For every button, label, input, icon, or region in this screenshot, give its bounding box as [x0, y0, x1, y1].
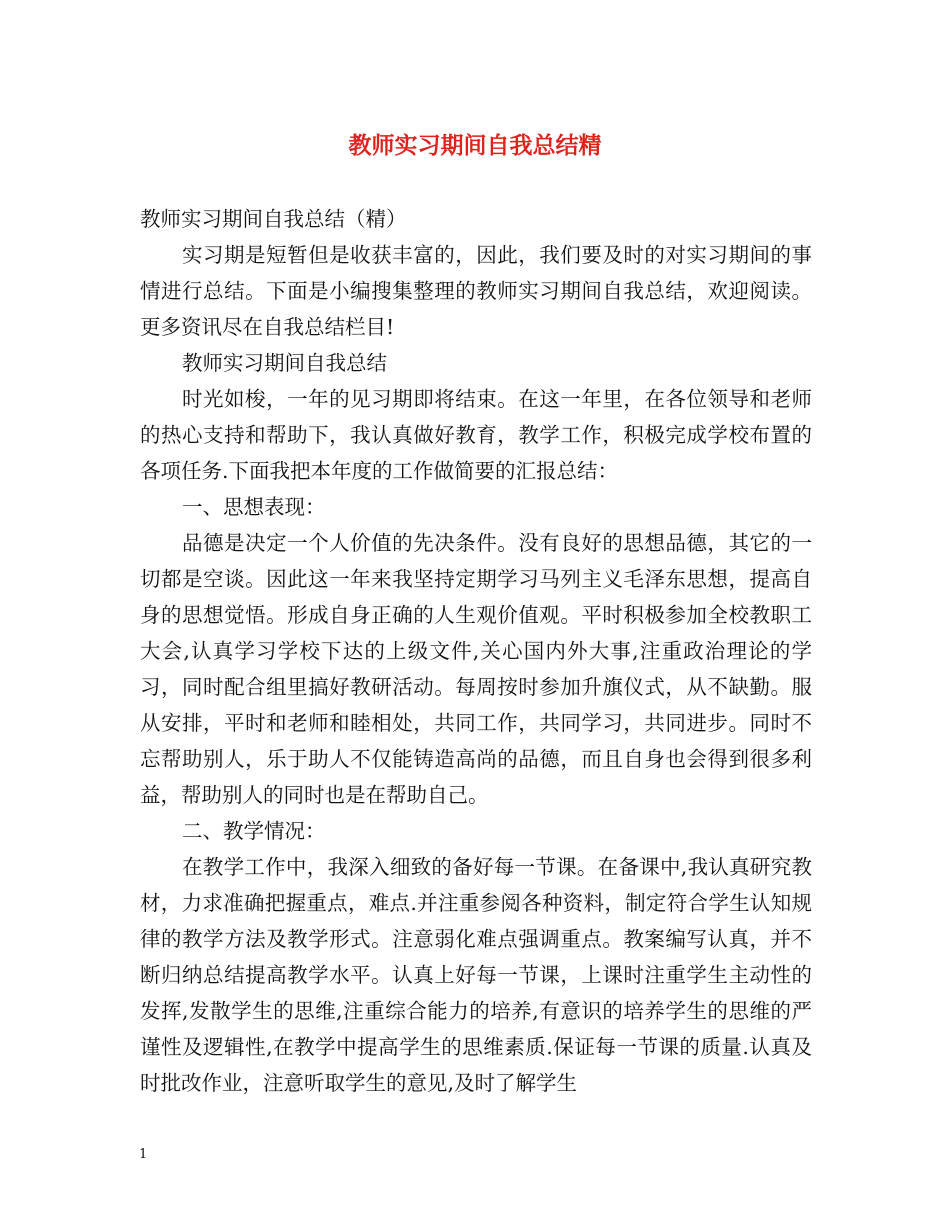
paragraph-teaching: 在教学工作中，我深入细致的备好每一节课。在备课中,我认真研究教材，力求准确把握重点，难点.并注重参阅各种资料，制定符合学生认知规律的教学方法及教学形式。注意弱化难点强调重点。教案编写认真，并不断归纳总结提高教学水平。认真上好每一节课，上课时注重学生主动性的发挥,发散学生的思维,注重综合能力的培养,有意识的培养学生的思维的严谨性及逻辑性,在教学中提高学生的思维素质.保证每一节课的质量.认真及时批改作业，注意听取学生的意见,及时了解学生	[140, 855, 812, 1095]
paragraph-heading: 教师实习期间自我总结	[182, 351, 387, 375]
paragraph-ideology: 品德是决定一个人价值的先决条件。没有良好的思想品德，其它的一切都是空谈。因此这一年来我坚持定期学习马列主义毛泽东思想，提高自身的思想觉悟。形成自身正确的人生观价值观。平时积极参加全校教职工大会,认真学习学校下达的上级文件,关心国内外大事,注重政治理论的学习，同时配合组里搞好教研活动。每周按时参加升旗仪式，从不缺勤。服从安排，平时和老师和睦相处，共同工作，共同学习，共同进步。同时不忘帮助别人，乐于助人不仅能铸造高尚的品德，而且自身也会得到很多利益，帮助别人的同时也是在帮助自己。	[140, 531, 812, 807]
page-number: 1	[139, 1147, 148, 1162]
document-body	[140, 201, 812, 1101]
section-heading-ideology: 一、思想表现：	[182, 495, 326, 519]
paragraph-subtitle: 教师实习期间自我总结（精）	[140, 207, 407, 231]
section-heading-teaching: 二、教学情况：	[182, 819, 326, 843]
document-title: 教师实习期间自我总结精	[348, 132, 602, 159]
paragraph-intro: 实习期是短暂但是收获丰富的，因此，我们要及时的对实习期间的事情进行总结。下面是小编搜集整理的教师实习期间自我总结，欢迎阅读。更多资讯尽在自我总结栏目!	[140, 243, 812, 339]
paragraph-opening: 时光如梭，一年的见习期即将结束。在这一年里，在各位领导和老师的热心支持和帮助下，我认真做好教育，教学工作，积极完成学校布置的各项任务.下面我把本年度的工作做简要的汇报总结：	[140, 387, 812, 483]
